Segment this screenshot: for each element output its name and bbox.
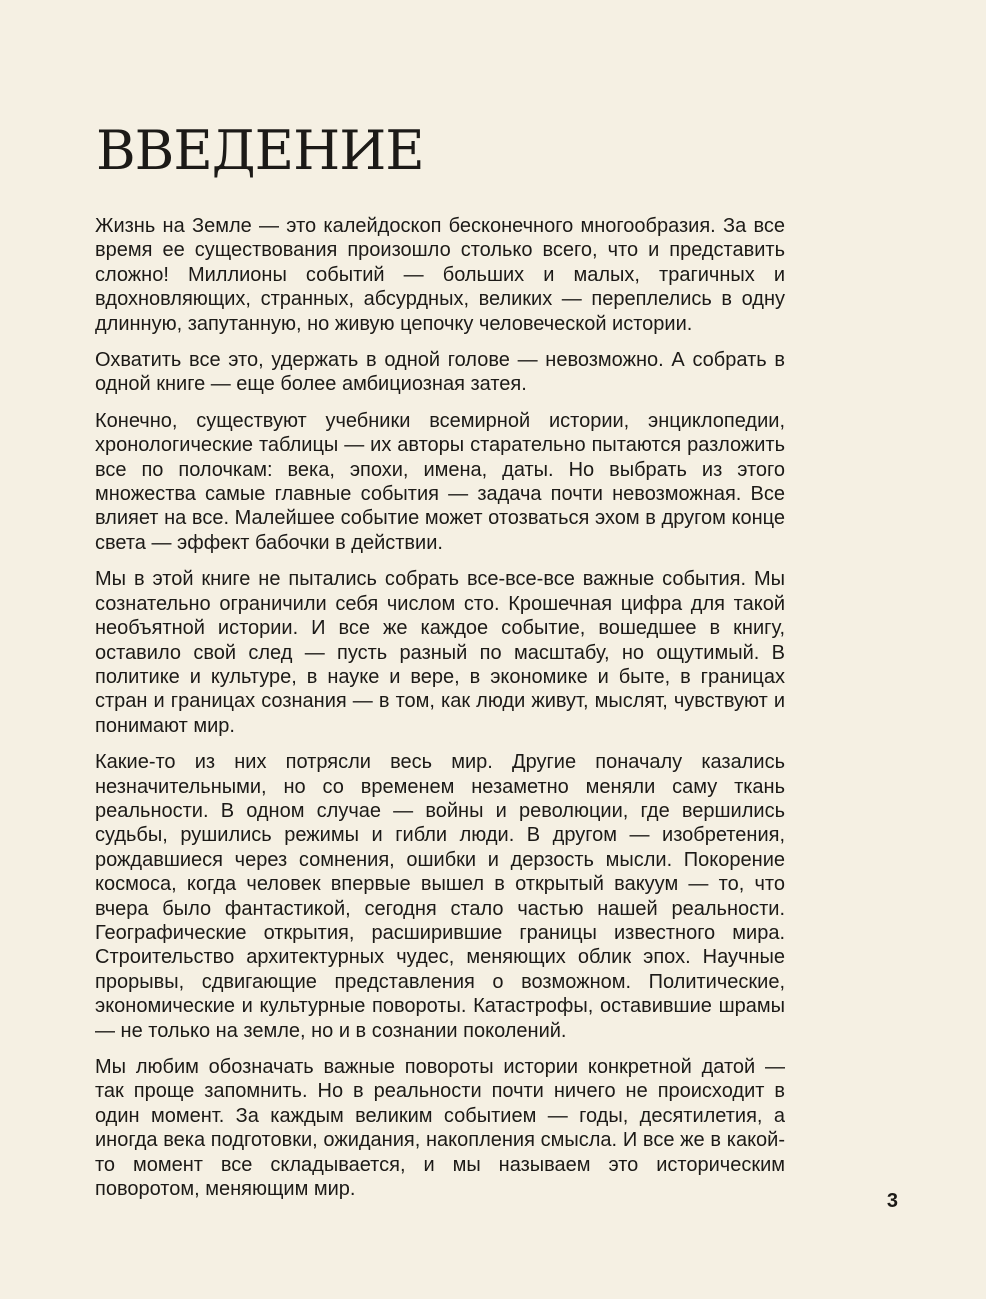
paragraph: Какие-то из них потрясли весь мир. Другие поначалу казались незначительными, но со временем незаметно меняли саму ткань реальности. В одном случае — войны и революции, где вершились судьбы, рушились режимы и гибли люди. В другом — изобретения, рождавшиеся через сомнения, ошибки и дерзость мысли. Покорение космоса, когда человек впервые вышел в открытый вакуум — то, что вчера было фантастикой, сегодня стало частью нашей реальности. Географические открытия, расширившие границы известного мира. Строительство архитектурных чудес, меняющих облик эпох. Научные прорывы, сдвигающие представления о возможном. Политические, экономические и культурные повороты. Катастрофы, оставившие шрамы — не только на земле, но и в сознании поколений. bbox=[95, 751, 785, 1042]
paragraph: Конечно, существуют учебники всемирной истории, энциклопедии, хронологические таблицы — их авторы старательно пытаются разложить все по полочкам: века, эпохи, имена, даты. Но выбрать из этого множества самые главные события — задача почти невозможная. Все влияет на все. Малейшее событие может отозваться эхом в другом конце света — эффект бабочки в действии. bbox=[95, 409, 785, 554]
paragraph: Охватить все это, удержать в одной голове — невозможно. А собрать в одной книге — еще более амбициозная затея. bbox=[95, 349, 785, 396]
paragraph: Мы в этой книге не пытались собрать все-все-все важные события. Мы сознательно ограничили себя числом сто. Крошечная цифра для такой необъятной истории. И все же каждое событие, вошедшее в книгу, оставило свой след — пусть разный по масштабу, но ощутимый. В политике и культуре, в науке и вере, в экономике и быте, в границах стран и границах сознания — в том, как люди живут, мыслят, чувствуют и понимают мир. bbox=[95, 568, 785, 737]
page-number: 3 bbox=[886, 1190, 898, 1212]
chapter-body bbox=[95, 214, 785, 1213]
chapter-title: ВВЕДЕНИЕ bbox=[96, 119, 424, 182]
paragraph: Мы любим обозначать важные повороты истории конкретной датой — так проще запомнить. Но в реальности почти ничего не происходит в один момент. За каждым великим событием — годы, десятилетия, а иногда века подготовки, ожидания, накопления смысла. И все же в какой-то момент все складывается, и мы называем это историческим поворотом, меняющим мир. bbox=[95, 1056, 785, 1201]
paragraph: Жизнь на Земле — это калейдоскоп бесконечного многообразия. За все время ее существования произошло столько всего, что и представить сложно! Миллионы событий — больших и малых, трагичных и вдохновляющих, странных, абсурдных, великих — переплелись в одну длинную, запутанную, но живую цепочку человеческой истории. bbox=[95, 215, 785, 335]
